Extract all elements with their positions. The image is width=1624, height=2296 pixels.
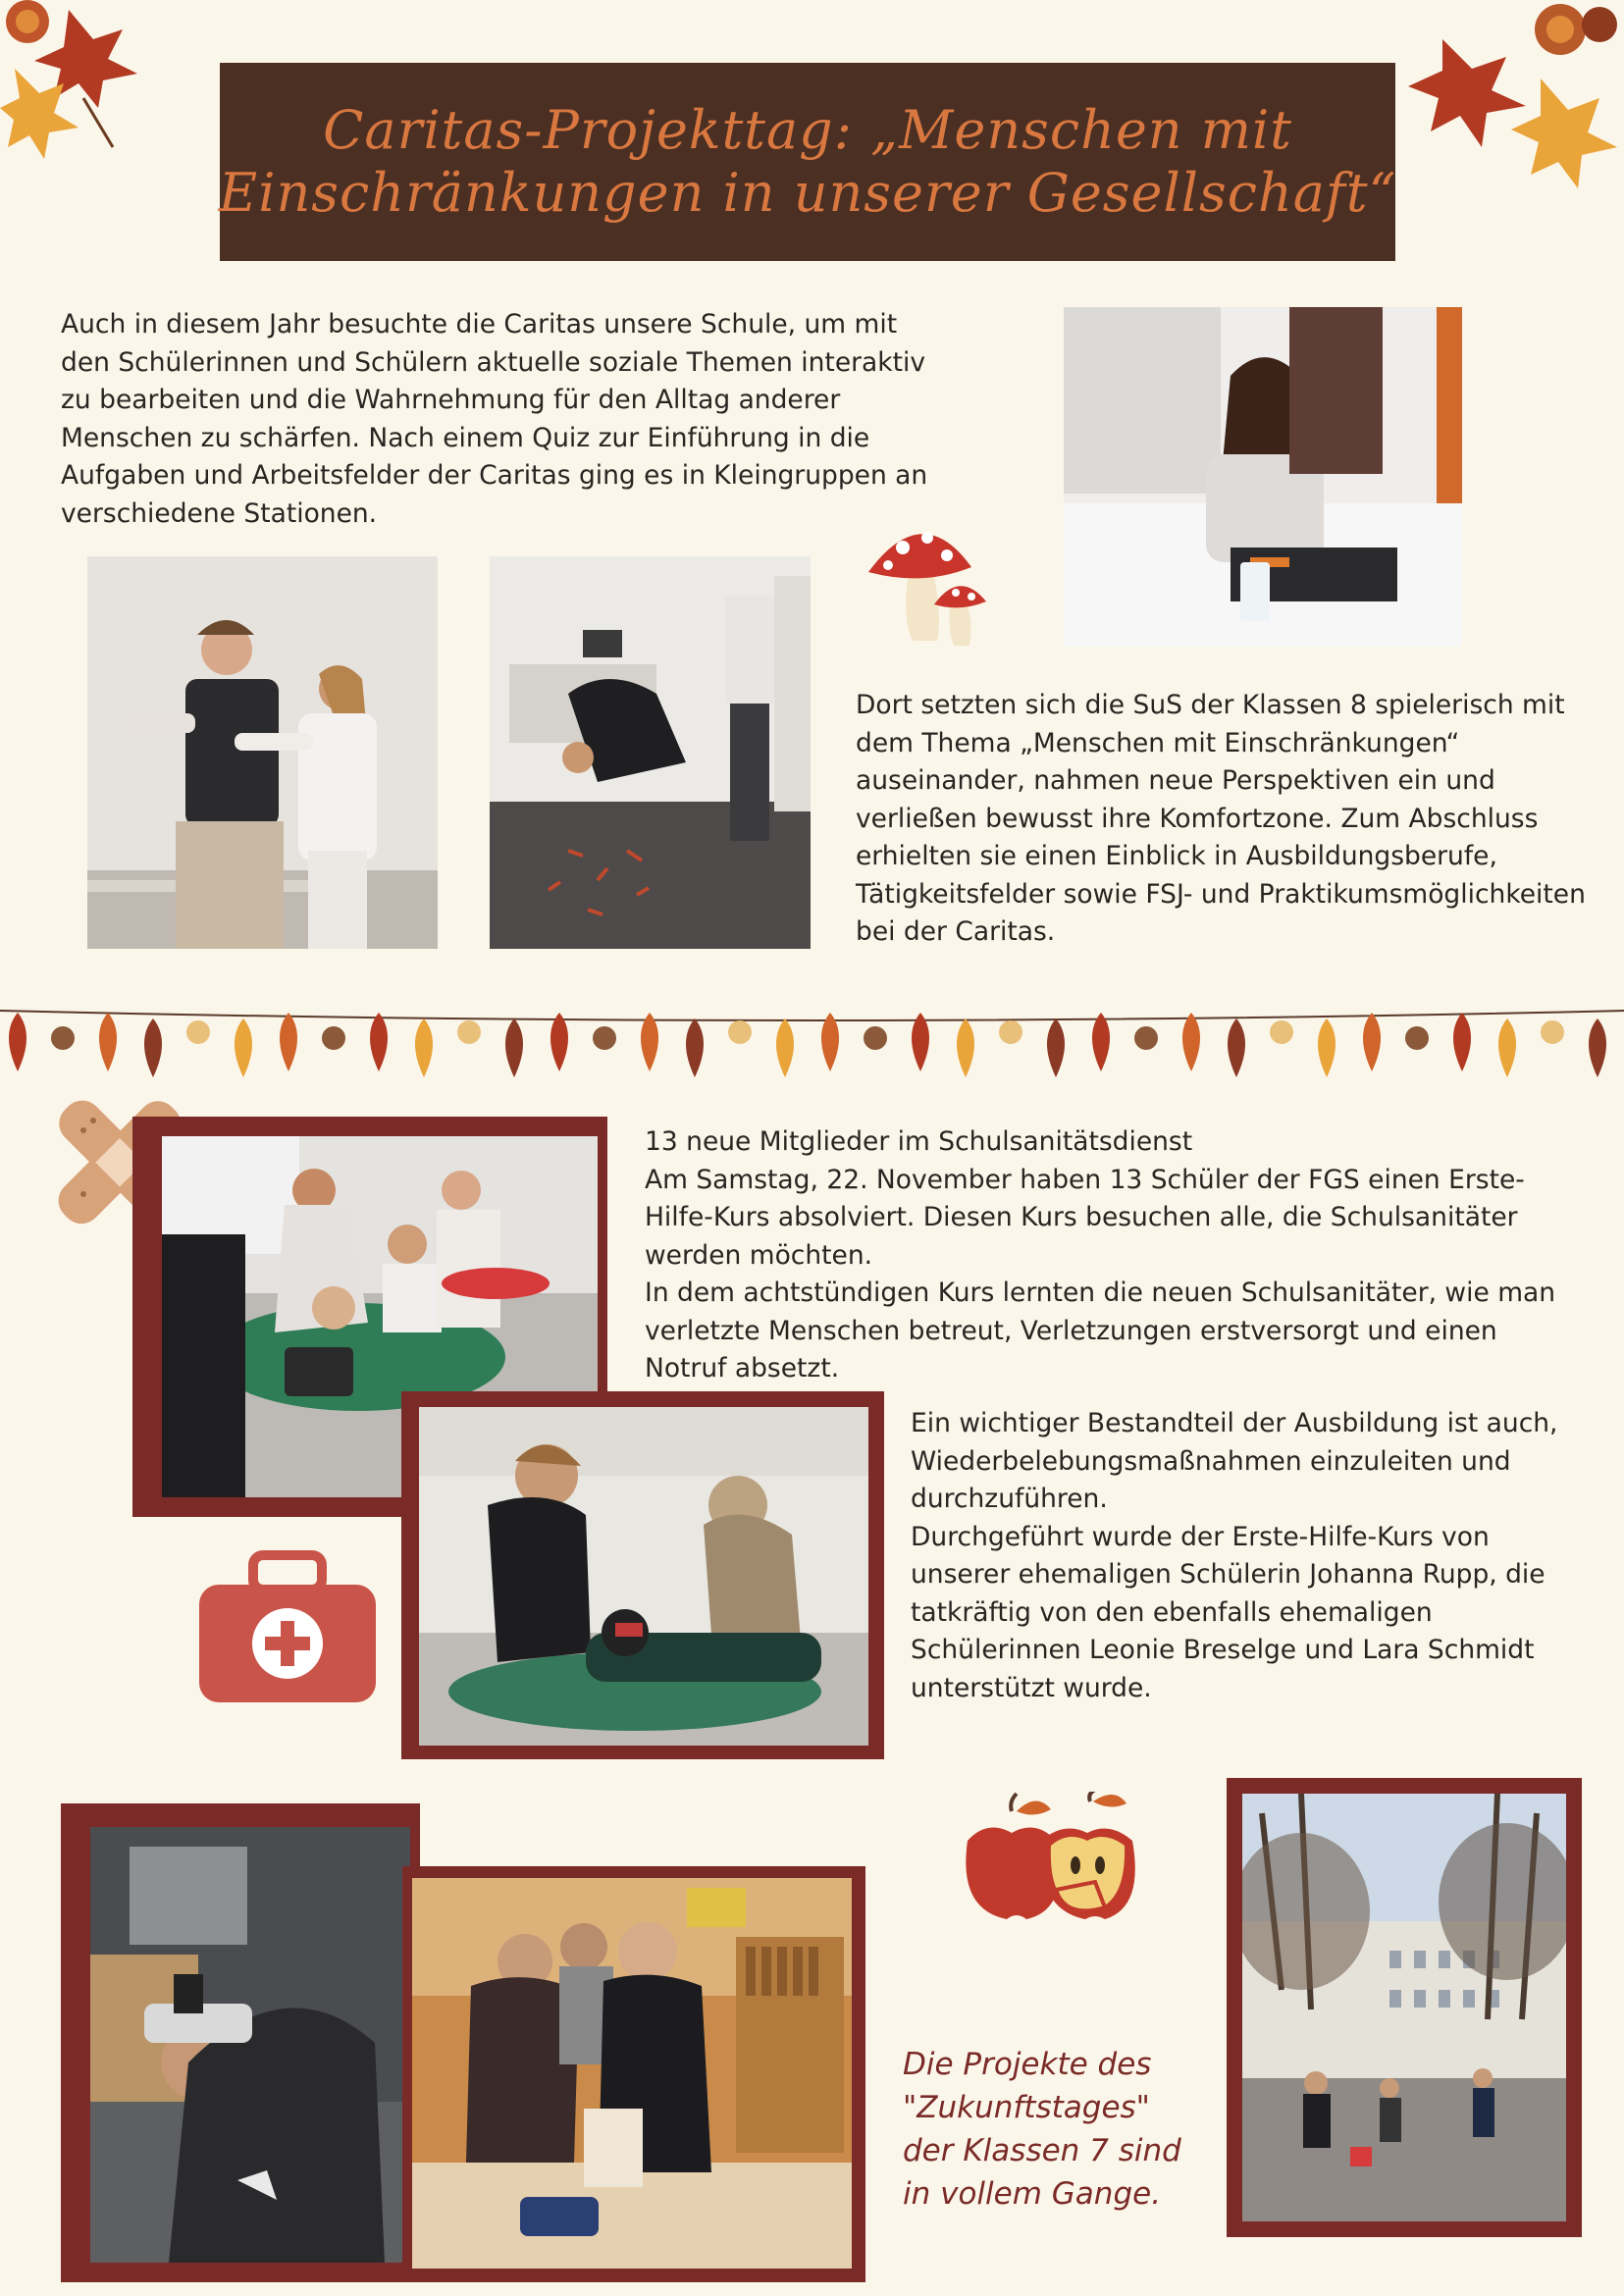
acorn-icon xyxy=(1270,1020,1293,1044)
leaf-icon xyxy=(1453,1013,1471,1071)
acorn-icon xyxy=(999,1020,1022,1044)
sani-heading: 13 neue Mitglieder im Schulsanitätsdienst xyxy=(645,1126,1193,1157)
text-line: werden möchten. xyxy=(645,1239,873,1271)
leaf-icon xyxy=(415,1018,433,1077)
text-line: dem Thema „Menschen mit Einschränkungen“ xyxy=(856,727,1460,758)
caption-line: der Klassen 7 sind xyxy=(903,2133,1181,2168)
leaf-icon xyxy=(1589,1018,1606,1077)
garland-icon xyxy=(0,991,1624,1099)
acorn-icon xyxy=(457,1020,481,1044)
text-line: In dem achtstündigen Kurs lernten die neuen Schulsanitäter, wie man xyxy=(645,1278,1556,1308)
leaf-icon xyxy=(1363,1013,1381,1071)
acorn-icon xyxy=(51,1026,75,1050)
autumn-leaves-icon xyxy=(0,0,196,167)
caritas-intro-text xyxy=(61,306,944,533)
text-line: unterstützt wurde. xyxy=(911,1672,1152,1703)
autumn-leaves-icon xyxy=(1403,0,1624,196)
leaf-icon xyxy=(1228,1018,1245,1077)
title-banner xyxy=(220,63,1395,261)
first-aid-kit-icon xyxy=(194,1550,381,1707)
leaf-icon xyxy=(550,1013,568,1071)
text-line: tatkräftig von den ebenfalls ehemaligen xyxy=(911,1596,1433,1628)
caption-line: Die Projekte des xyxy=(903,2047,1152,2082)
photo-frame-courtyard xyxy=(1227,1778,1582,2237)
acorn-icon xyxy=(322,1026,345,1050)
text-line: Wiederbelebungsmaßnahmen einzuleiten und xyxy=(911,1445,1511,1477)
text-line: Auch in diesem Jahr besuchte die Caritas unsere Schule, um mit xyxy=(61,309,898,339)
mushroom-icon xyxy=(864,508,991,651)
text-line: Ein wichtiger Bestandteil der Ausbildung ist auch, xyxy=(911,1408,1558,1438)
text-line: Durchgeführt wurde der Erste-Hilfe-Kurs von xyxy=(911,1521,1490,1552)
leaf-icon xyxy=(370,1013,388,1071)
caption-line: "Zukunftstages" xyxy=(903,2090,1150,2125)
text-line: Hilfe-Kurs absolviert. Diesen Kurs besuchen alle, die Schulsanitäter xyxy=(645,1202,1518,1232)
leaf-icon xyxy=(1318,1018,1336,1077)
caritas-second-text xyxy=(856,687,1611,952)
photo-frame-drill xyxy=(61,1803,420,2282)
text-line: durchzuführen. xyxy=(911,1484,1108,1514)
text-line: auseinander, nahmen neue Perspektiven ein und xyxy=(856,765,1495,796)
text-line: den Schülerinnen und Schülern aktuelle soziale Themen interaktiv xyxy=(61,346,926,378)
acorn-icon xyxy=(186,1020,210,1044)
leaf-icon xyxy=(1092,1013,1110,1071)
text-line: verletzte Menschen betreut, Verletzungen erstversorgt und einen xyxy=(645,1315,1497,1346)
text-line: verschiedene Stationen. xyxy=(61,497,378,529)
sani-text-1 xyxy=(645,1123,1606,1388)
text-line: Tätigkeitsfelder sowie FSJ- und Praktikumsmöglichkeiten xyxy=(856,878,1586,910)
photo-frame-recovery xyxy=(401,1391,884,1759)
zukunftstag-caption xyxy=(903,2043,1181,2216)
apple-icon xyxy=(948,1792,1144,1929)
leaf-icon xyxy=(235,1018,252,1077)
page-title-line-2: Einschränkungen in unserer Gesellschaft“ xyxy=(218,162,1397,224)
page-title-line-1: Caritas-Projekttag: „Menschen mit xyxy=(323,99,1292,161)
leaf-icon xyxy=(1182,1013,1200,1071)
acorn-icon xyxy=(593,1026,616,1050)
sani-text-2 xyxy=(911,1405,1607,1707)
photo-frame-workshop xyxy=(402,1866,865,2282)
photo-weight-vest xyxy=(87,556,438,949)
leaf-icon xyxy=(280,1013,297,1071)
photo-blindfold-station xyxy=(1064,307,1462,647)
text-line: zu bearbeiten und die Wahrnehmung für den Alltag anderer xyxy=(61,385,841,415)
leaf-icon xyxy=(144,1018,162,1077)
leaf-icon xyxy=(1498,1018,1516,1077)
text-line: Dort setzten sich die SuS der Klassen 8 spielerisch mit xyxy=(856,690,1565,720)
text-line: verließen bewusst ihre Komfortzone. Zum Abschluss xyxy=(856,803,1539,834)
leaf-icon xyxy=(821,1013,839,1071)
leaf-icon xyxy=(1047,1018,1065,1077)
acorn-icon xyxy=(1405,1026,1429,1050)
text-line: unserer ehemaligen Schülerin Johanna Rupp, die xyxy=(911,1559,1545,1590)
leaf-icon xyxy=(957,1018,974,1077)
text-line: bei der Caritas. xyxy=(856,916,1056,947)
leaf-icon xyxy=(505,1018,523,1077)
leaf-icon xyxy=(99,1013,117,1071)
text-line: Aufgaben und Arbeitsfelder der Caritas ging es in Kleingruppen an xyxy=(61,460,928,491)
caption-line: in vollem Gange. xyxy=(903,2176,1162,2212)
leaf-icon xyxy=(776,1018,794,1077)
text-line: Notruf absetzt. xyxy=(645,1353,840,1383)
leaf-icon xyxy=(9,1013,26,1071)
text-line: Am Samstag, 22. November haben 13 Schüler der FGS einen Erste- xyxy=(645,1164,1525,1195)
text-line: Schülerinnen Leonie Breselge und Lara Schmidt xyxy=(911,1635,1535,1665)
acorn-icon xyxy=(1134,1026,1158,1050)
photo-floor-station xyxy=(490,556,811,949)
text-line: erhielten sie einen Einblick in Ausbildungsberufe, xyxy=(856,841,1497,871)
text-line: Menschen zu schärfen. Nach einem Quiz zur Einführung in die xyxy=(61,422,870,453)
acorn-icon xyxy=(864,1026,887,1050)
acorn-icon xyxy=(728,1020,752,1044)
leaf-icon xyxy=(686,1018,704,1077)
leaf-icon xyxy=(912,1013,929,1071)
acorn-icon xyxy=(1541,1020,1564,1044)
leaf-icon xyxy=(641,1013,658,1071)
